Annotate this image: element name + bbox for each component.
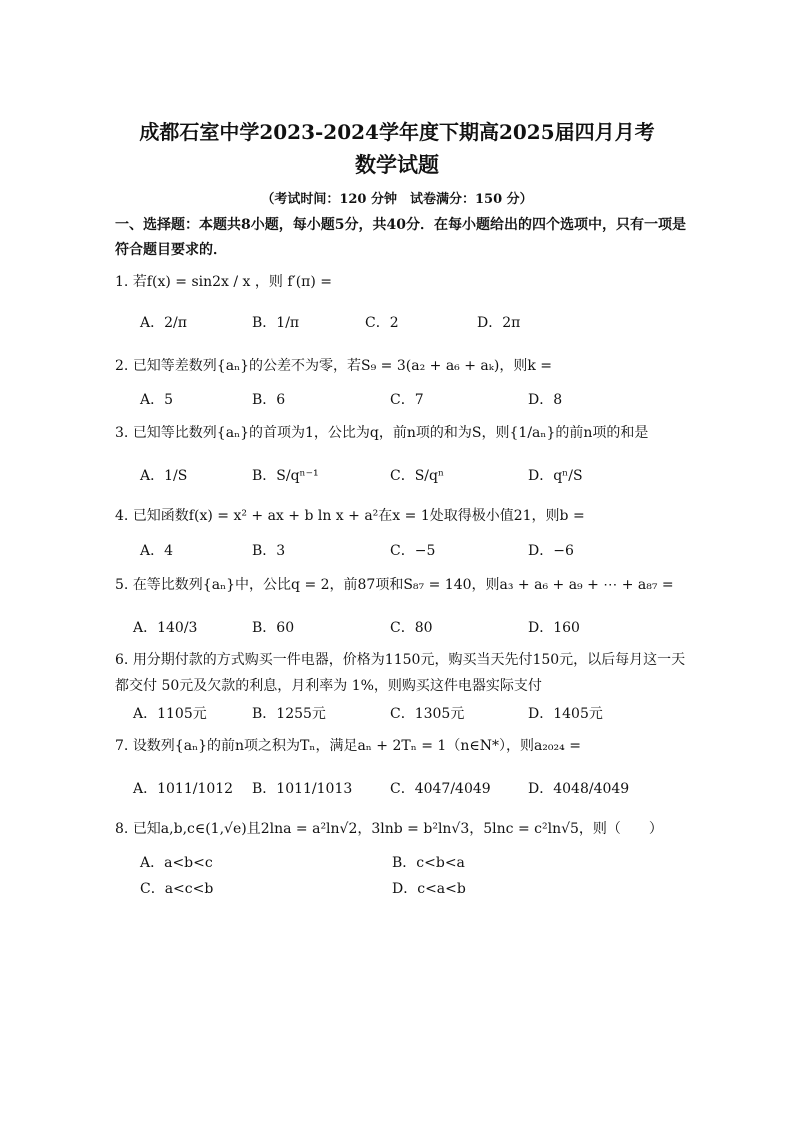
option-b: B．60 [252, 620, 295, 636]
question-number: 4. [115, 508, 129, 524]
question-number: 1. [115, 274, 129, 290]
question-number: 7. [115, 738, 129, 754]
question-3 [115, 421, 705, 446]
option-b: B．1255元 [252, 706, 326, 722]
option-b: B．c<b<a [392, 855, 465, 871]
option-b: B．1/π [252, 315, 300, 331]
option-a: A．a<b<c [140, 855, 213, 871]
question-number: 8. [115, 821, 129, 837]
option-c: C．1305元 [390, 706, 465, 722]
question-text: 已知函数f(x) = x² + ax + b ln x + a²在x = 1处取得极小值21，则b = [132, 508, 585, 524]
question-text: 若f(x) = sin2x / x ，则 f′(π) = [132, 274, 333, 290]
question-6-line2: 都交付 50元及欠款的利息，月利率为 1%，则购买这件电器实际支付 [115, 678, 542, 694]
option-a: A．4 [140, 543, 174, 559]
option-c: C．80 [390, 620, 433, 636]
subject-title: 数学试题 [355, 152, 439, 177]
option-a: A．1011/1012 [133, 781, 234, 797]
question-5 [115, 573, 705, 598]
question-number: 5. [115, 577, 129, 593]
question-6 [115, 648, 705, 673]
option-c: C．−5 [390, 543, 436, 559]
question-number: 3. [115, 425, 129, 441]
option-a: A．5 [140, 392, 174, 408]
option-d: D．−6 [528, 543, 574, 559]
exam-info: （考试时间：120 分钟 试卷满分：150 分） [261, 192, 533, 207]
question-7 [115, 734, 705, 759]
option-d: D．2π [477, 315, 521, 331]
option-d: D．8 [528, 392, 563, 408]
option-c: C．7 [390, 392, 424, 408]
question-text: 已知等差数列{aₙ}的公差不为零，若S₉ = 3(a₂ + a₆ + aₖ)，则k = [132, 358, 552, 374]
exam-title: 成都石室中学2023-2024学年度下期高2025届四月月考 [139, 120, 655, 144]
question-text: 已知a,b,c∈(1,√e)且2lna = a²ln√2，3lnb = b²ln√3，5lnc = c²ln√5，则（ ） [132, 821, 663, 837]
question-8 [115, 817, 705, 842]
question-text-line1: 用分期付款的方式购买一件电器，价格为1150元，购买当天先付150元，以后每月这一天 [132, 652, 686, 668]
question-text: 设数列{aₙ}的前n项之积为Tₙ，满足aₙ + 2Tₙ = 1（n∈N*），则a₂₀₂₄ = [132, 738, 581, 754]
option-b: B．3 [252, 543, 286, 559]
option-c: C．2 [365, 315, 399, 331]
question-number: 2. [115, 358, 129, 374]
option-a: A．1105元 [133, 706, 207, 722]
option-d: D．160 [528, 620, 580, 636]
option-d: D．1405元 [528, 706, 603, 722]
question-1 [115, 270, 705, 295]
option-d: D．qⁿ/S [528, 468, 583, 484]
option-c: C．S/qⁿ [390, 468, 445, 484]
option-a: A．140/3 [133, 620, 198, 636]
option-b: B．6 [252, 392, 286, 408]
question-4 [115, 504, 705, 529]
option-c: C．a<c<b [140, 881, 214, 897]
question-2 [115, 354, 705, 379]
option-c: C．4047/4049 [390, 781, 491, 797]
question-text: 在等比数列{aₙ}中，公比q = 2，前87项和S₈₇ = 140，则a₃ + a₆ + a₉ + ⋯ + a₈₇ = [132, 577, 674, 593]
option-b: B．S/qⁿ⁻¹ [252, 468, 319, 484]
option-b: B．1011/1013 [252, 781, 353, 797]
section-instructions: 一、选择题：本题共8小题，每小题5分，共40分．在每小题给出的四个选项中，只有一项是符合题目要求的． [115, 217, 686, 258]
option-d: D．4048/4049 [528, 781, 630, 797]
question-text: 已知等比数列{aₙ}的首项为1，公比为q，前n项的和为S，则{1/aₙ}的前n项的和是 [132, 425, 649, 441]
option-d: D．c<a<b [392, 881, 466, 897]
question-number: 6. [115, 652, 129, 668]
option-a: A．2/π [140, 315, 187, 331]
option-a: A．1/S [140, 468, 188, 484]
